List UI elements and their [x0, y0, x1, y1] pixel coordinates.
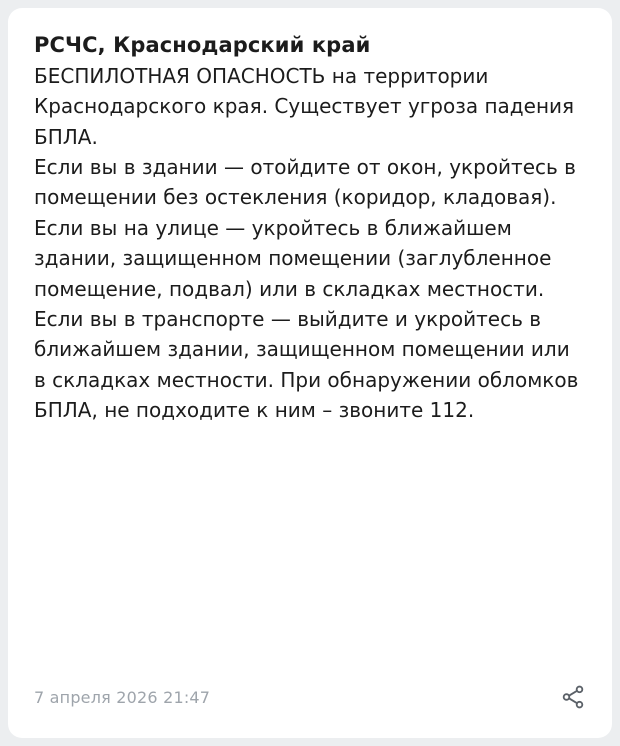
message-paragraph: Если вы в транспорте — выйдите и укройтесь в ближайшем здании, защищенном помещении или в складках местности. При обнаружении обломков БПЛА, не подходите к ним – звоните 112. [34, 307, 579, 423]
message-paragraph: БЕСПИЛОТНАЯ ОПАСНОСТЬ на территории Краснодарского края. Существует угроза падения БПЛА. [34, 63, 575, 149]
message-paragraph: Если вы на улице — укройтесь в ближайшем здании, защищенном помещении (заглубленное помещение, подвал) или в складках местности. [34, 215, 552, 301]
card-footer [34, 684, 586, 710]
message-paragraph: Если вы в здании — отойдите от окон, укройтесь в помещении без остекления (коридор, кладовая). [34, 155, 576, 210]
share-icon[interactable] [560, 684, 586, 710]
page-title: РСЧС, Краснодарский край [34, 33, 371, 57]
message-body [34, 61, 586, 426]
message-card [8, 8, 612, 738]
timestamp: 7 апреля 2026 21:47 [34, 687, 211, 707]
